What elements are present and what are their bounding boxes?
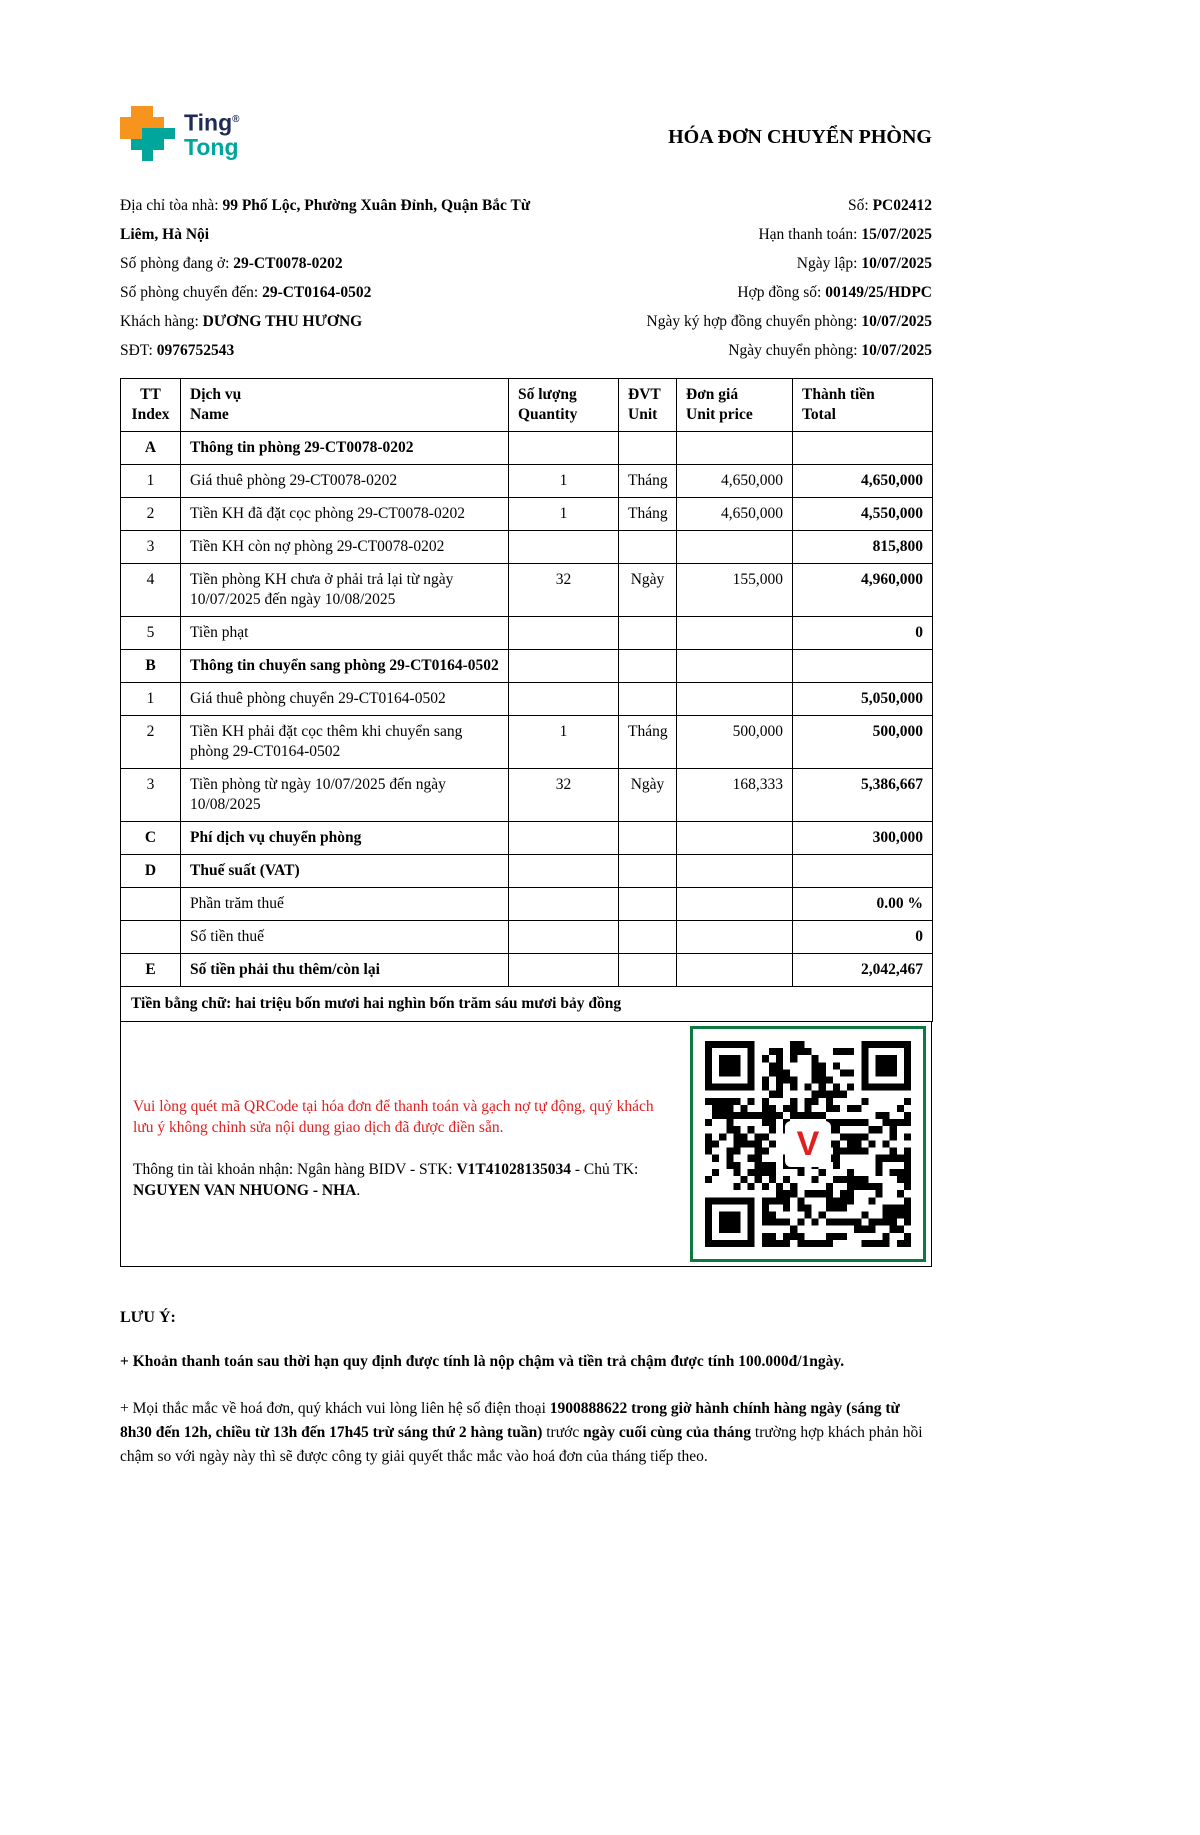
cell-qty <box>509 617 619 650</box>
amount-in-words: Tiền bằng chữ: hai triệu bốn mươi hai nghìn bốn trăm sáu mươi bảy đồng <box>121 987 933 1022</box>
note-contact <box>120 1397 932 1469</box>
cell-total: 300,000 <box>793 822 933 855</box>
invoice-table-body <box>121 432 933 987</box>
table-section-row <box>121 432 933 465</box>
info-value: 99 Phố Lộc, Phường Xuân Đỉnh, Quận Bắc Từ Liêm, Hà Nội <box>120 197 531 243</box>
cell-name: Phí dịch vụ chuyển phòng <box>181 822 509 855</box>
cell-qty <box>509 921 619 954</box>
cell-unit: Tháng <box>619 498 677 531</box>
column-header-index: TT Index <box>121 379 181 432</box>
table-section-row <box>121 855 933 888</box>
cell-tt <box>121 888 181 921</box>
cell-name: Tiền KH còn nợ phòng 29-CT0078-0202 <box>181 531 509 564</box>
invoice-info-section <box>120 191 932 365</box>
cell-tt: 4 <box>121 564 181 617</box>
amount-in-words-row <box>121 987 933 1022</box>
cell-qty <box>509 954 619 987</box>
cell-price <box>677 432 793 465</box>
registered-mark: ® <box>232 113 240 125</box>
invoice-info-right <box>592 191 932 365</box>
cell-name: Tiền phạt <box>181 617 509 650</box>
tingtong-logo-text <box>184 107 240 161</box>
cell-total: 0 <box>793 617 933 650</box>
cell-unit <box>619 432 677 465</box>
info-value: DƯƠNG THU HƯƠNG <box>202 313 363 330</box>
cell-tt: 1 <box>121 683 181 716</box>
cell-qty <box>509 432 619 465</box>
info-value: 10/07/2025 <box>861 342 932 359</box>
cell-price <box>677 921 793 954</box>
info-line-destination-room <box>120 278 572 307</box>
invoice-table <box>120 378 933 1022</box>
cell-total: 5,386,667 <box>793 769 933 822</box>
info-line-building-address <box>120 191 572 249</box>
info-value: 00149/25/HDPC <box>825 284 932 301</box>
cell-total: 815,800 <box>793 531 933 564</box>
cell-name: Thông tin chuyển sang phòng 29-CT0164-0502 <box>181 650 509 683</box>
cell-name: Tiền KH đã đặt cọc phòng 29-CT0078-0202 <box>181 498 509 531</box>
cell-unit <box>619 531 677 564</box>
info-line-current-room <box>120 249 572 278</box>
cell-qty <box>509 855 619 888</box>
note-contact-deadline: ngày cuối cùng của tháng <box>583 1424 752 1441</box>
info-label: Số: <box>848 197 873 214</box>
cell-qty <box>509 888 619 921</box>
cell-unit <box>619 855 677 888</box>
note-late-fee: + Khoản thanh toán sau thời hạn quy định được tính là nộp chậm và tiền trả chậm được tính 100.000đ/1ngày. <box>120 1353 845 1370</box>
info-value: 10/07/2025 <box>861 255 932 272</box>
cell-unit <box>619 617 677 650</box>
cell-total <box>793 855 933 888</box>
cell-total <box>793 432 933 465</box>
cell-total: 500,000 <box>793 716 933 769</box>
info-value: 15/07/2025 <box>861 226 932 243</box>
notes-heading: LƯU Ý: <box>120 1309 176 1326</box>
cell-unit <box>619 888 677 921</box>
cell-unit <box>619 822 677 855</box>
cell-unit: Ngày <box>619 769 677 822</box>
cell-price: 168,333 <box>677 769 793 822</box>
table-row <box>121 716 933 769</box>
info-label: Số phòng chuyển đến: <box>120 284 263 301</box>
cell-qty: 1 <box>509 716 619 769</box>
tingtong-logo <box>120 106 240 161</box>
cell-tt: A <box>121 432 181 465</box>
cell-name: Giá thuê phòng chuyển 29-CT0164-0502 <box>181 683 509 716</box>
info-label: Số phòng đang ở: <box>120 255 234 272</box>
info-label: SĐT: <box>120 342 157 359</box>
cell-price: 155,000 <box>677 564 793 617</box>
cell-qty <box>509 531 619 564</box>
cell-name: Thông tin phòng 29-CT0078-0202 <box>181 432 509 465</box>
column-header-unit-price: Đơn giá Unit price <box>677 379 793 432</box>
cell-tt: 2 <box>121 716 181 769</box>
cell-tt: 5 <box>121 617 181 650</box>
qr-side <box>685 1022 931 1266</box>
info-label: Địa chỉ tòa nhà: <box>120 197 223 214</box>
table-row <box>121 921 933 954</box>
cell-qty: 32 <box>509 564 619 617</box>
footer-notes <box>120 1309 932 1469</box>
cell-unit <box>619 954 677 987</box>
info-label: Khách hàng: <box>120 313 203 330</box>
cell-tt: C <box>121 822 181 855</box>
table-section-row <box>121 822 933 855</box>
account-suffix: . <box>356 1182 361 1199</box>
info-label: Hợp đồng số: <box>737 284 826 301</box>
cell-name: Tiền KH phải đặt cọc thêm khi chuyển sang phòng 29-CT0164-0502 <box>181 716 509 769</box>
info-line-customer-name <box>120 307 572 336</box>
cell-tt: 3 <box>121 531 181 564</box>
info-label: Hạn thanh toán: <box>758 226 862 243</box>
cell-price <box>677 650 793 683</box>
account-prefix: Thông tin tài khoản nhận: Ngân hàng BIDV - STK: <box>133 1161 457 1178</box>
cell-total: 5,050,000 <box>793 683 933 716</box>
cell-tt <box>121 921 181 954</box>
info-value: PC02412 <box>872 197 932 214</box>
info-line-invoice-number <box>592 191 932 220</box>
column-header-name: Dịch vụ Name <box>181 379 509 432</box>
table-section-row <box>121 954 933 987</box>
account-number: V1T41028135034 <box>456 1161 571 1178</box>
payment-text <box>121 1022 685 1266</box>
info-line-phone <box>120 336 572 365</box>
info-label: Ngày lập: <box>796 255 862 272</box>
cell-qty: 1 <box>509 498 619 531</box>
table-row <box>121 531 933 564</box>
table-row <box>121 465 933 498</box>
info-line-contract-number <box>592 278 932 307</box>
cell-name: Số tiền thuế <box>181 921 509 954</box>
cell-price: 4,650,000 <box>677 498 793 531</box>
info-line-transfer-date <box>592 336 932 365</box>
logo-word-tong: Tong <box>184 134 239 161</box>
cell-price <box>677 822 793 855</box>
invoice-page <box>120 0 932 1469</box>
cell-price: 4,650,000 <box>677 465 793 498</box>
table-header-row <box>121 379 933 432</box>
cell-price <box>677 617 793 650</box>
cell-tt: 3 <box>121 769 181 822</box>
cell-qty <box>509 650 619 683</box>
account-info <box>133 1159 661 1201</box>
cell-price <box>677 531 793 564</box>
cell-unit <box>619 650 677 683</box>
note-contact-part: trước <box>542 1424 584 1441</box>
cell-price: 500,000 <box>677 716 793 769</box>
info-label: Ngày chuyển phòng: <box>728 342 862 359</box>
cell-tt: D <box>121 855 181 888</box>
cell-qty <box>509 683 619 716</box>
cell-name: Thuế suất (VAT) <box>181 855 509 888</box>
logo-word-ting: Ting <box>184 109 233 136</box>
cell-qty: 1 <box>509 465 619 498</box>
cell-tt: 1 <box>121 465 181 498</box>
qr-code <box>690 1026 926 1262</box>
cell-total <box>793 650 933 683</box>
document-title: HÓA ĐƠN CHUYỂN PHÒNG <box>668 126 932 148</box>
document-header <box>120 106 932 161</box>
table-row <box>121 888 933 921</box>
qr-instruction: Vui lòng quét mã QRCode tại hóa đơn để thanh toán và gạch nợ tự động, quý khách lưu ý không chỉnh sửa nội dung giao dịch đã được điền sẵn. <box>133 1098 654 1136</box>
info-label: Ngày ký hợp đồng chuyển phòng: <box>646 313 862 330</box>
table-row <box>121 769 933 822</box>
cell-name: Phần trăm thuế <box>181 888 509 921</box>
cell-tt: E <box>121 954 181 987</box>
cell-price <box>677 683 793 716</box>
cell-qty: 32 <box>509 769 619 822</box>
qr-center-v-logo: V <box>785 1121 831 1167</box>
note-contact-part: trường hợp khách phản hồi chậm so với ngày này thì sẽ được công ty giải quyết thắc mắc vào hoá đơn của tháng tiếp theo. <box>120 1424 923 1465</box>
cell-price <box>677 888 793 921</box>
column-header-quantity: Số lượng Quantity <box>509 379 619 432</box>
info-value: 10/07/2025 <box>861 313 932 330</box>
cell-name: Số tiền phải thu thêm/còn lại <box>181 954 509 987</box>
info-value: 29-CT0164-0502 <box>262 284 372 301</box>
account-holder-label: - Chủ TK: <box>571 1161 639 1178</box>
info-line-due-date <box>592 220 932 249</box>
cell-qty <box>509 822 619 855</box>
table-row <box>121 617 933 650</box>
info-value: 29-CT0078-0202 <box>233 255 343 272</box>
cell-unit: Ngày <box>619 564 677 617</box>
cell-total: 4,960,000 <box>793 564 933 617</box>
table-row <box>121 498 933 531</box>
cell-unit <box>619 683 677 716</box>
info-line-issue-date <box>592 249 932 278</box>
invoice-info-left <box>120 191 572 365</box>
info-value: 0976752543 <box>156 342 235 359</box>
note-contact-part: + Mọi thắc mắc về hoá đơn, quý khách vui lòng liên hệ số điện thoại <box>120 1400 550 1417</box>
cell-unit: Tháng <box>619 716 677 769</box>
cell-total: 0.00 % <box>793 888 933 921</box>
cell-unit: Tháng <box>619 465 677 498</box>
cell-name: Tiền phòng KH chưa ở phải trả lại từ ngày 10/07/2025 đến ngày 10/08/2025 <box>181 564 509 617</box>
account-holder: NGUYEN VAN NHUONG - NHA <box>133 1182 357 1199</box>
cell-tt: B <box>121 650 181 683</box>
cell-tt: 2 <box>121 498 181 531</box>
tingtong-logo-icon <box>120 106 175 161</box>
column-header-unit: ĐVT Unit <box>619 379 677 432</box>
note-contact-hotline: 1900888622 trong giờ hành chính hàng ngày (sáng từ 8h30 đến 12h, chiều từ 13h đến 17h45 trừ sáng thứ 2 hàng tuần) <box>120 1400 900 1441</box>
cell-price <box>677 954 793 987</box>
column-header-total: Thành tiền Total <box>793 379 933 432</box>
cell-unit <box>619 921 677 954</box>
cell-total: 4,650,000 <box>793 465 933 498</box>
cell-total: 4,550,000 <box>793 498 933 531</box>
info-line-contract-sign-date <box>592 307 932 336</box>
cell-total: 0 <box>793 921 933 954</box>
payment-box <box>120 1021 932 1267</box>
cell-price <box>677 855 793 888</box>
table-row <box>121 683 933 716</box>
cell-name: Tiền phòng từ ngày 10/07/2025 đến ngày 10/08/2025 <box>181 769 509 822</box>
table-row <box>121 564 933 617</box>
cell-name: Giá thuê phòng 29-CT0078-0202 <box>181 465 509 498</box>
cell-total: 2,042,467 <box>793 954 933 987</box>
table-section-row <box>121 650 933 683</box>
